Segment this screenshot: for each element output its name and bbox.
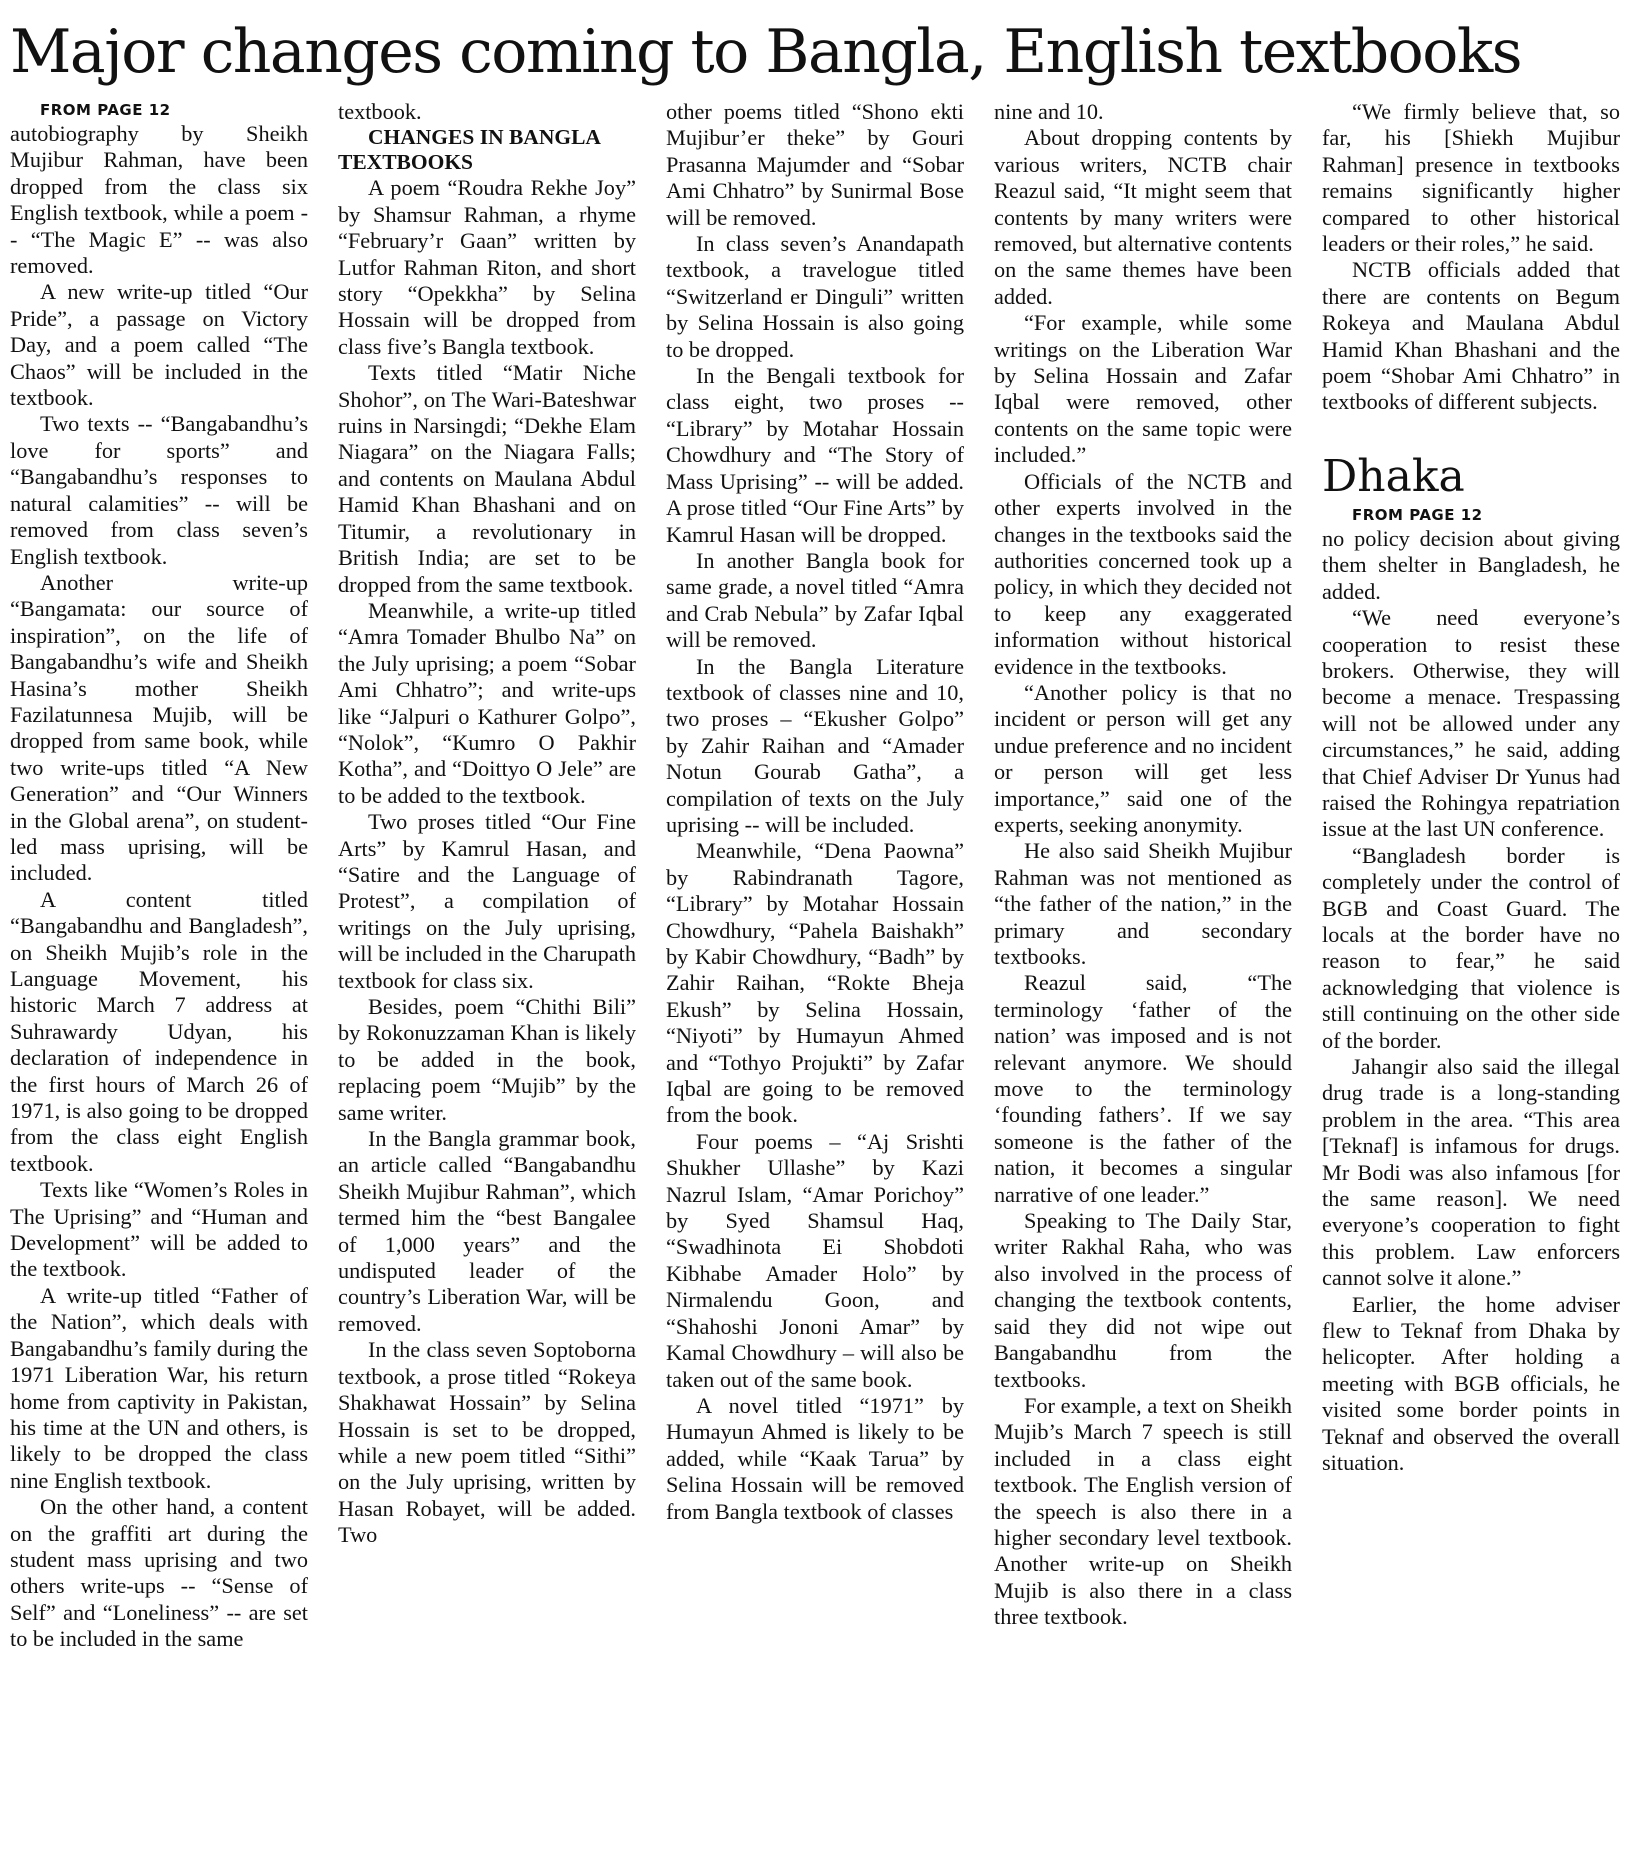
dhaka-section-title: Dhaka [1322, 450, 1465, 502]
paragraph: In the Bangla Literature textbook of classes nine and 10, two proses – “Ekusher Golpo” by Zahir Raihan and “Amader Notun Gourab Gatha”, a compilation of texts on the July uprising -- will be included. [666, 653, 964, 837]
article-column-3 [666, 99, 964, 1861]
paragraph: Texts titled “Matir Niche Shohor”, on The Wari-Bateshwar ruins in Narsingdi; “Dekhe Elam Niagara” on the Niagara Falls; and contents on Maulana Abdul Hamid Khan Bhashani and on Titumir, a revolutionary in British India; are set to be dropped from the same textbook. [338, 360, 636, 597]
paragraph: Another write-up “Bangamata: our source of inspiration”, on the life of Bangabandhu’s wife and Sheikh Hasina’s mother Sheikh Fazilatunnesa Mujib, will be dropped from same book, while two write-ups titled “A New Generation” and “Our Winners in the Global arena”, on student-led mass uprising, will be included. [10, 569, 308, 886]
from-page-kicker: FROM PAGE 12 [1352, 505, 1483, 524]
paragraph: Texts like “Women’s Roles in The Uprising” and “Human and Development” will be added to the textbook. [10, 1177, 308, 1282]
paragraph: For example, a text on Sheikh Mujib’s March 7 speech is still included in a class eight textbook. The English version of the speech is also there in a higher secondary level textbook. Another write-up on Sheikh Mujib is also there in a class three textbook. [994, 1392, 1292, 1630]
paragraph: no policy decision about giving them shelter in Bangladesh, he added. [1322, 525, 1620, 604]
paragraph: Reazul said, “The terminology ‘father of the nation’ was imposed and is not relevant anymore. We should move to the terminology ‘founding fathers’. If we say someone is the father of the nation, it becomes a singular narrative of one leader.” [994, 970, 1292, 1207]
paragraph: Meanwhile, “Dena Paowna” by Rabindranath Tagore, “Library” by Motahar Hossain Chowdhury, “Pahela Baishakh” by Kabir Chowdhury, “Badh” by Zahir Raihan, “Rokte Bheja Ekush” by Selina Hossain, “Niyoti” by Humayun Ahmed and “Tothyo Projukti” by Zafar Iqbal are going to be removed from the book. [666, 838, 964, 1128]
article-column-5 [1322, 99, 1620, 1861]
paragraph-continued: other poems titled “Shono ekti Mujibur’er theke” by Gouri Prasanna Majumder and “Sobar Ami Chhatro” by Sunirmal Bose will be removed. [666, 99, 964, 230]
paragraph: A new write-up titled “Our Pride”, a passage on Victory Day, and a poem called “The Chaos” will be included in the textbook. [10, 279, 308, 411]
paragraph: Two texts -- “Bangabandhu’s love for sports” and “Bangabandhu’s responses to natural calamities” -- will be removed from class seven’s English textbook. [10, 411, 308, 569]
paragraph: “Another policy is that no incident or person will get any undue preference and no incident or person will get less importance,” said one of the experts, seeking anonymity. [994, 679, 1292, 837]
paragraph: In another Bangla book for same grade, a novel titled “Amra and Crab Nebula” by Zafar Iqbal will be removed. [666, 547, 964, 653]
paragraph: Officials of the NCTB and other experts involved in the changes in the textbooks said the authorities concerned took up a policy, in which they decided not to keep any exaggerated information without historical evidence in the textbooks. [994, 468, 1292, 679]
paragraph: Speaking to The Daily Star, writer Rakhal Raha, who was also involved in the process of changing the textbook contents, said they did not wipe out Bangabandhu from the textbooks. [994, 1208, 1292, 1392]
paragraph: In the Bangla grammar book, an article called “Bangabandhu Sheikh Mujibur Rahman”, which termed him the “best Bangalee of 1,000 years” and the undisputed leader of the country’s Liberation War, will be removed. [338, 1126, 636, 1336]
paragraph: “We firmly believe that, so far, his [Shiekh Mujibur Rahman] presence in textbooks remains significantly higher compared to other historical leaders or their roles,” he said. [1322, 99, 1620, 257]
paragraph: In the class seven Soptoborna textbook, a prose titled “Rokeya Shakhawat Hossain” by Selina Hossain is set to be dropped, while a new poem titled “Sithi” on the July uprising, written by Hasan Robayet, will be added. Two [338, 1337, 636, 1548]
paragraph: “Bangladesh border is completely under the control of BGB and Coast Guard. The locals at the border have no reason to fear,” he said acknowledging that violence is still continuing on the other side of the border. [1322, 842, 1620, 1053]
from-page-kicker: FROM PAGE 12 [40, 101, 171, 119]
paragraph: Meanwhile, a write-up titled “Amra Tomader Bhulbo Na” on the July uprising; a poem “Sobar Ami Chhatro”; and write-ups like “Jalpuri o Kathurer Golpo”, “Nolok”, “Kumro O Pakhir Kotha”, and “Doittyo O Jele” are to be added to the textbook. [338, 597, 636, 808]
paragraph: Four poems – “Aj Srishti Shukher Ullashe” by Kazi Nazrul Islam, “Amar Porichoy” by Syed Shamsul Haq, “Swadhinota Ei Shobdoti Kibhabe Amader Holo” by Nirmalendu Goon, and “Shahoshi Jononi Amar” by Kamal Chowdhury – will also be taken out of the same book. [666, 1128, 964, 1392]
headline: Major changes coming to Bangla, English textbooks [10, 17, 1521, 87]
paragraph: A poem “Roudra Rekhe Joy” by Shamsur Rahman, a rhyme “February’r Gaan” written by Lutfor Rahman Riton, and short story “Opekkha” by Selina Hossain will be dropped from class five’s Bangla textbook. [338, 175, 636, 359]
paragraph-continued: textbook. [338, 99, 422, 124]
paragraph: Besides, poem “Chithi Bili” by Rokonuzzaman Khan is likely to be added in the book, replacing poem “Mujib” by the same writer. [338, 994, 636, 1125]
paragraph: Two proses titled “Our Fine Arts” by Kamrul Hasan, and “Satire and the Language of Protest”, a compilation of writings on the July uprising, will be included in the Charupath textbook for class six. [338, 809, 636, 993]
paragraph: A content titled “Bangabandhu and Bangladesh”, on Sheikh Mujib’s role in the Language Movement, his historic March 7 address at Suhrawardy Udyan, his declaration of independence in the first hours of March 26 of 1971, is also going to be dropped from the class eight English textbook. [10, 886, 308, 1176]
paragraph: In the Bengali textbook for class eight, two proses -- “Library” by Motahar Hossain Chowdhury and “The Story of Mass Uprising” -- will be added. A prose titled “Our Fine Arts” by Kamrul Hasan will be dropped. [666, 363, 964, 547]
article-column-4 [994, 99, 1292, 1861]
paragraph: He also said Sheikh Mujibur Rahman was not mentioned as “the father of the nation,” in the primary and secondary textbooks. [994, 838, 1292, 969]
paragraph-continued: nine and 10. [994, 99, 1104, 124]
paragraph: In class seven’s Anandapath textbook, a travelogue titled “Switzerland er Dinguli” written by Selina Hossain is also going to be dropped. [666, 231, 964, 362]
paragraph: Earlier, the home adviser flew to Teknaf from Dhaka by helicopter. After holding a meeting with BGB officials, he visited some border points in Teknaf and observed the overall situation. [1322, 1291, 1620, 1476]
article-column-1 [10, 99, 308, 1861]
paragraph: On the other hand, a content on the graffiti art during the student mass uprising and two others write-ups -- “Sense of Self” and “Loneliness” -- are set to be included in the same [10, 1494, 308, 1652]
paragraph: A novel titled “1971” by Humayun Ahmed is likely to be added, while “Kaak Tarua” by Selina Hossain will be removed from Bangla textbook of classes [666, 1392, 964, 1524]
paragraph: A write-up titled “Father of the Nation”, which deals with Bangabandhu’s family during the 1971 Liberation War, his return home from captivity in Pakistan, his time at the UN and others, is likely to be dropped the class nine English textbook. [10, 1282, 308, 1493]
paragraph: Jahangir also said the illegal drug trade is a long-standing problem in the area. “This area [Teknaf] is infamous for drugs. Mr Bodi was also infamous [for the same reason]. We need everyone’s cooperation to fight this problem. Law enforcers cannot solve it alone.” [1322, 1054, 1620, 1291]
paragraph: About dropping contents by various writers, NCTB chair Reazul said, “It might seem that contents by many writers were removed, but alternative contents on the same themes have been added. [994, 125, 1292, 309]
paragraph: NCTB officials added that there are contents on Begum Rokeya and Maulana Abdul Hamid Khan Bhashani and the poem “Shobar Ami Chhatro” in textbooks of different subjects. [1322, 257, 1620, 415]
subheading: CHANGES IN BANGLA TEXTBOOKS [338, 125, 600, 175]
paragraph: autobiography by Sheikh Mujibur Rahman, have been dropped from the class six English textbook, while a poem -- “The Magic E” -- was also removed. [10, 121, 308, 279]
paragraph: “We need everyone’s cooperation to resist these brokers. Otherwise, they will become a menace. Trespassing will not be allowed under any circumstances,” he said, adding that Chief Adviser Dr Yunus had raised the Rohingya repatriation issue at the last UN conference. [1322, 605, 1620, 842]
article-column-2 [338, 99, 636, 1861]
paragraph: “For example, while some writings on the Liberation War by Selina Hossain and Zafar Iqbal were removed, other contents on the same topic were included.” [994, 310, 1292, 468]
